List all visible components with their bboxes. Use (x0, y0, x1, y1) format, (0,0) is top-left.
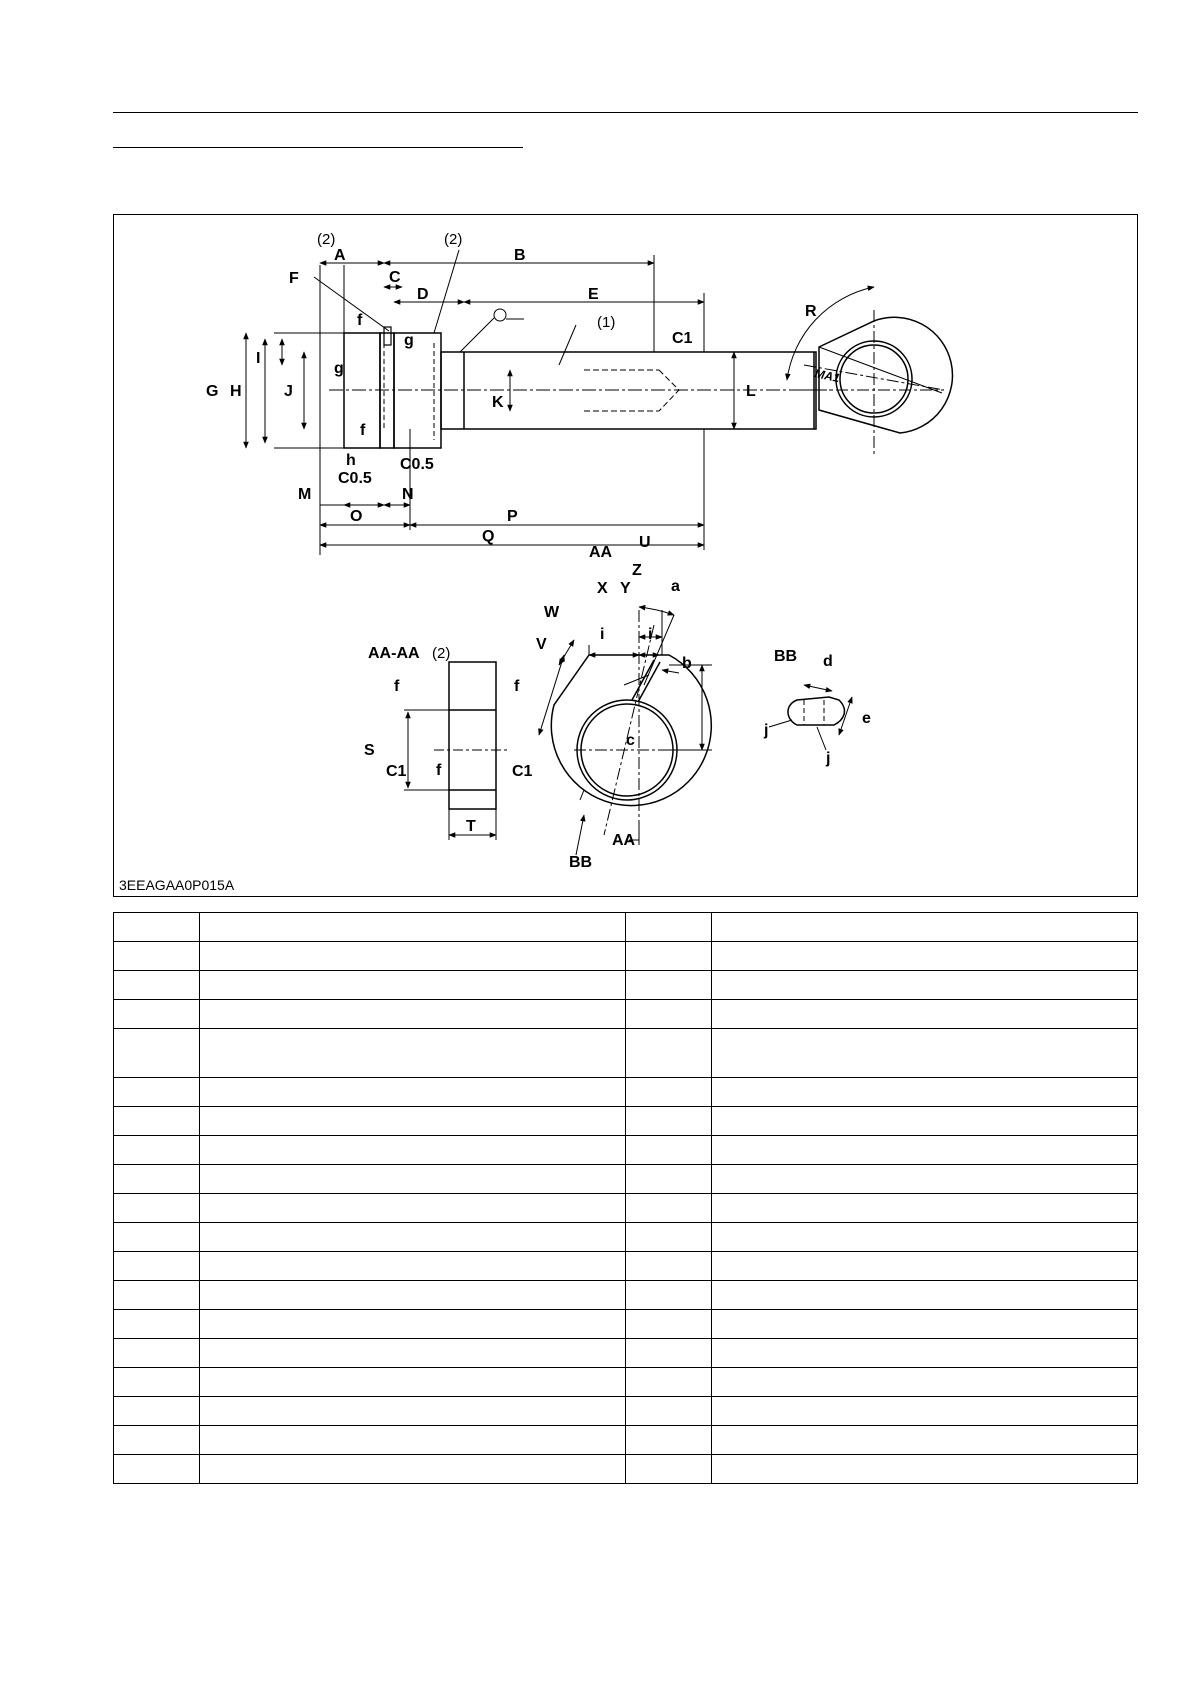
label-M: M (298, 486, 312, 503)
label-F: F (289, 270, 299, 287)
table-cell (114, 1194, 200, 1223)
label-c: c (626, 732, 635, 749)
table-cell (114, 913, 200, 942)
technical-drawing (113, 214, 1138, 897)
table-cell (200, 1368, 626, 1397)
table-cell (712, 1078, 1138, 1107)
table-cell (712, 1397, 1138, 1426)
table-cell (626, 1426, 712, 1455)
table-cell (626, 1078, 712, 1107)
table-cell (712, 1339, 1138, 1368)
table-cell (626, 1252, 712, 1281)
table-row (114, 1252, 1138, 1281)
table-cell (200, 1107, 626, 1136)
label-U: U (639, 534, 651, 551)
table-cell (626, 1223, 712, 1252)
table-cell (626, 1368, 712, 1397)
label-i: i (600, 626, 605, 643)
table-cell (712, 1107, 1138, 1136)
label-P: P (507, 508, 518, 525)
table-row (114, 1310, 1138, 1339)
label-T: T (466, 818, 476, 835)
table-cell (200, 1397, 626, 1426)
table-cell (626, 1165, 712, 1194)
label-j: j (764, 722, 769, 739)
label-f-4: f (514, 678, 520, 695)
table-row (114, 942, 1138, 971)
figure-code: 3EEAGAA0P015A (119, 877, 235, 893)
table-cell (200, 1223, 626, 1252)
table-cell (114, 971, 200, 1000)
table-cell (626, 1397, 712, 1426)
table-cell (114, 1339, 200, 1368)
detail-BB-view (788, 697, 844, 725)
label-AA-top: AA (589, 544, 613, 561)
table-cell (712, 1281, 1138, 1310)
table-cell (114, 942, 200, 971)
table-row (114, 971, 1138, 1000)
table-cell (114, 1397, 200, 1426)
label-part-2: (2) (317, 231, 336, 248)
label-X: X (597, 580, 608, 597)
table-cell (200, 1281, 626, 1310)
table-cell (712, 971, 1138, 1000)
table-cell (712, 1455, 1138, 1484)
table-row (114, 1194, 1138, 1223)
table-cell (712, 1252, 1138, 1281)
label-f-5: f (436, 762, 442, 779)
table-row (114, 1397, 1138, 1426)
label-C1: C1 (672, 330, 693, 347)
table-cell (114, 1078, 200, 1107)
table-cell (114, 1310, 200, 1339)
label-part-2-section: (2) (432, 645, 451, 662)
table-cell (712, 1029, 1138, 1078)
table-cell (200, 942, 626, 971)
label-BB-detail: BB (774, 648, 798, 665)
label-h: h (346, 452, 356, 469)
table-cell (626, 1029, 712, 1078)
table-cell (626, 1107, 712, 1136)
table-cell (626, 913, 712, 942)
table-cell (712, 1223, 1138, 1252)
label-f: f (357, 312, 363, 329)
table-row (114, 1078, 1138, 1107)
table-cell (712, 1136, 1138, 1165)
label-W: W (544, 604, 560, 621)
table-row (114, 1000, 1138, 1029)
table-cell (626, 1339, 712, 1368)
label-A: A (334, 247, 346, 264)
spec-table (113, 912, 1138, 1484)
table-row (114, 1223, 1138, 1252)
table-cell (114, 1455, 200, 1484)
drawing-canvas (114, 215, 1139, 898)
table-row (114, 1136, 1138, 1165)
label-I: I (256, 350, 261, 367)
table-cell (626, 1281, 712, 1310)
label-C0-5-b: C0.5 (400, 456, 434, 473)
table-cell (114, 1029, 200, 1078)
label-E: E (588, 286, 599, 303)
label-D: D (417, 286, 429, 303)
label-S: S (364, 742, 375, 759)
table-cell (200, 1165, 626, 1194)
table-cell (114, 1000, 200, 1029)
table-cell (114, 1426, 200, 1455)
table-row (114, 1107, 1138, 1136)
table-row (114, 1165, 1138, 1194)
table-cell (626, 1000, 712, 1029)
label-i-2: i (648, 626, 653, 643)
label-J: J (284, 383, 293, 400)
table-cell (200, 971, 626, 1000)
table-cell (712, 942, 1138, 971)
table-cell (200, 1252, 626, 1281)
label-b: b (682, 655, 692, 672)
table-cell (626, 971, 712, 1000)
table-cell (626, 1310, 712, 1339)
label-e: e (862, 710, 871, 727)
label-Y: Y (620, 580, 631, 597)
table-cell (626, 942, 712, 971)
table-cell (712, 1194, 1138, 1223)
table-cell (200, 1426, 626, 1455)
label-L: L (746, 383, 756, 400)
table-cell (114, 1252, 200, 1281)
table-cell (200, 913, 626, 942)
table-cell (200, 1136, 626, 1165)
label-part-1: (1) (597, 314, 616, 331)
label-g: g (334, 360, 344, 377)
label-f-2: f (360, 422, 366, 439)
label-MA1: MA1 (813, 366, 842, 386)
table-row (114, 1339, 1138, 1368)
label-g-2: g (404, 332, 414, 349)
table-cell (712, 1310, 1138, 1339)
label-O: O (350, 508, 363, 525)
label-Z: Z (632, 562, 642, 579)
label-C1-left: C1 (386, 763, 407, 780)
label-C0-5-a: C0.5 (338, 470, 372, 487)
label-C: C (389, 269, 401, 286)
header-rule (113, 112, 1138, 113)
label-G: G (206, 383, 219, 400)
label-part-2-top: (2) (444, 231, 463, 248)
table-cell (200, 1078, 626, 1107)
table-cell (200, 1194, 626, 1223)
table-cell (200, 1000, 626, 1029)
table-cell (200, 1455, 626, 1484)
table-row (114, 1368, 1138, 1397)
label-Q: Q (482, 528, 495, 545)
lever-front-view (551, 610, 711, 835)
table-cell (712, 1165, 1138, 1194)
table-row (114, 1281, 1138, 1310)
label-f-3: f (394, 678, 400, 695)
table-cell (712, 1000, 1138, 1029)
section-title-underline (113, 147, 523, 148)
label-K: K (492, 394, 504, 411)
table-cell (200, 1339, 626, 1368)
label-AA-bottom: AA (612, 832, 636, 849)
label-a: a (671, 578, 680, 595)
label-j-2: j (826, 750, 831, 767)
table-cell (114, 1136, 200, 1165)
label-V: V (536, 636, 547, 653)
table-cell (114, 1368, 200, 1397)
table-cell (114, 1281, 200, 1310)
label-N: N (402, 486, 414, 503)
table-row (114, 1455, 1138, 1484)
label-AA-AA: AA-AA (368, 645, 420, 662)
label-H: H (230, 383, 242, 400)
table-cell (712, 913, 1138, 942)
label-R: R (805, 303, 817, 320)
table-cell (626, 1136, 712, 1165)
table-row (114, 913, 1138, 942)
label-B: B (514, 247, 526, 264)
table-cell (712, 1426, 1138, 1455)
table-row (114, 1029, 1138, 1078)
label-C1-right: C1 (512, 763, 533, 780)
table-cell (626, 1194, 712, 1223)
table-cell (114, 1107, 200, 1136)
table-cell (200, 1029, 626, 1078)
table-cell (712, 1368, 1138, 1397)
label-BB-bottom: BB (569, 854, 593, 871)
table-cell (114, 1223, 200, 1252)
table-cell (200, 1310, 626, 1339)
section-AA-view (434, 662, 509, 809)
table-row (114, 1426, 1138, 1455)
table-cell (114, 1165, 200, 1194)
table-cell (626, 1455, 712, 1484)
label-d: d (823, 653, 833, 670)
